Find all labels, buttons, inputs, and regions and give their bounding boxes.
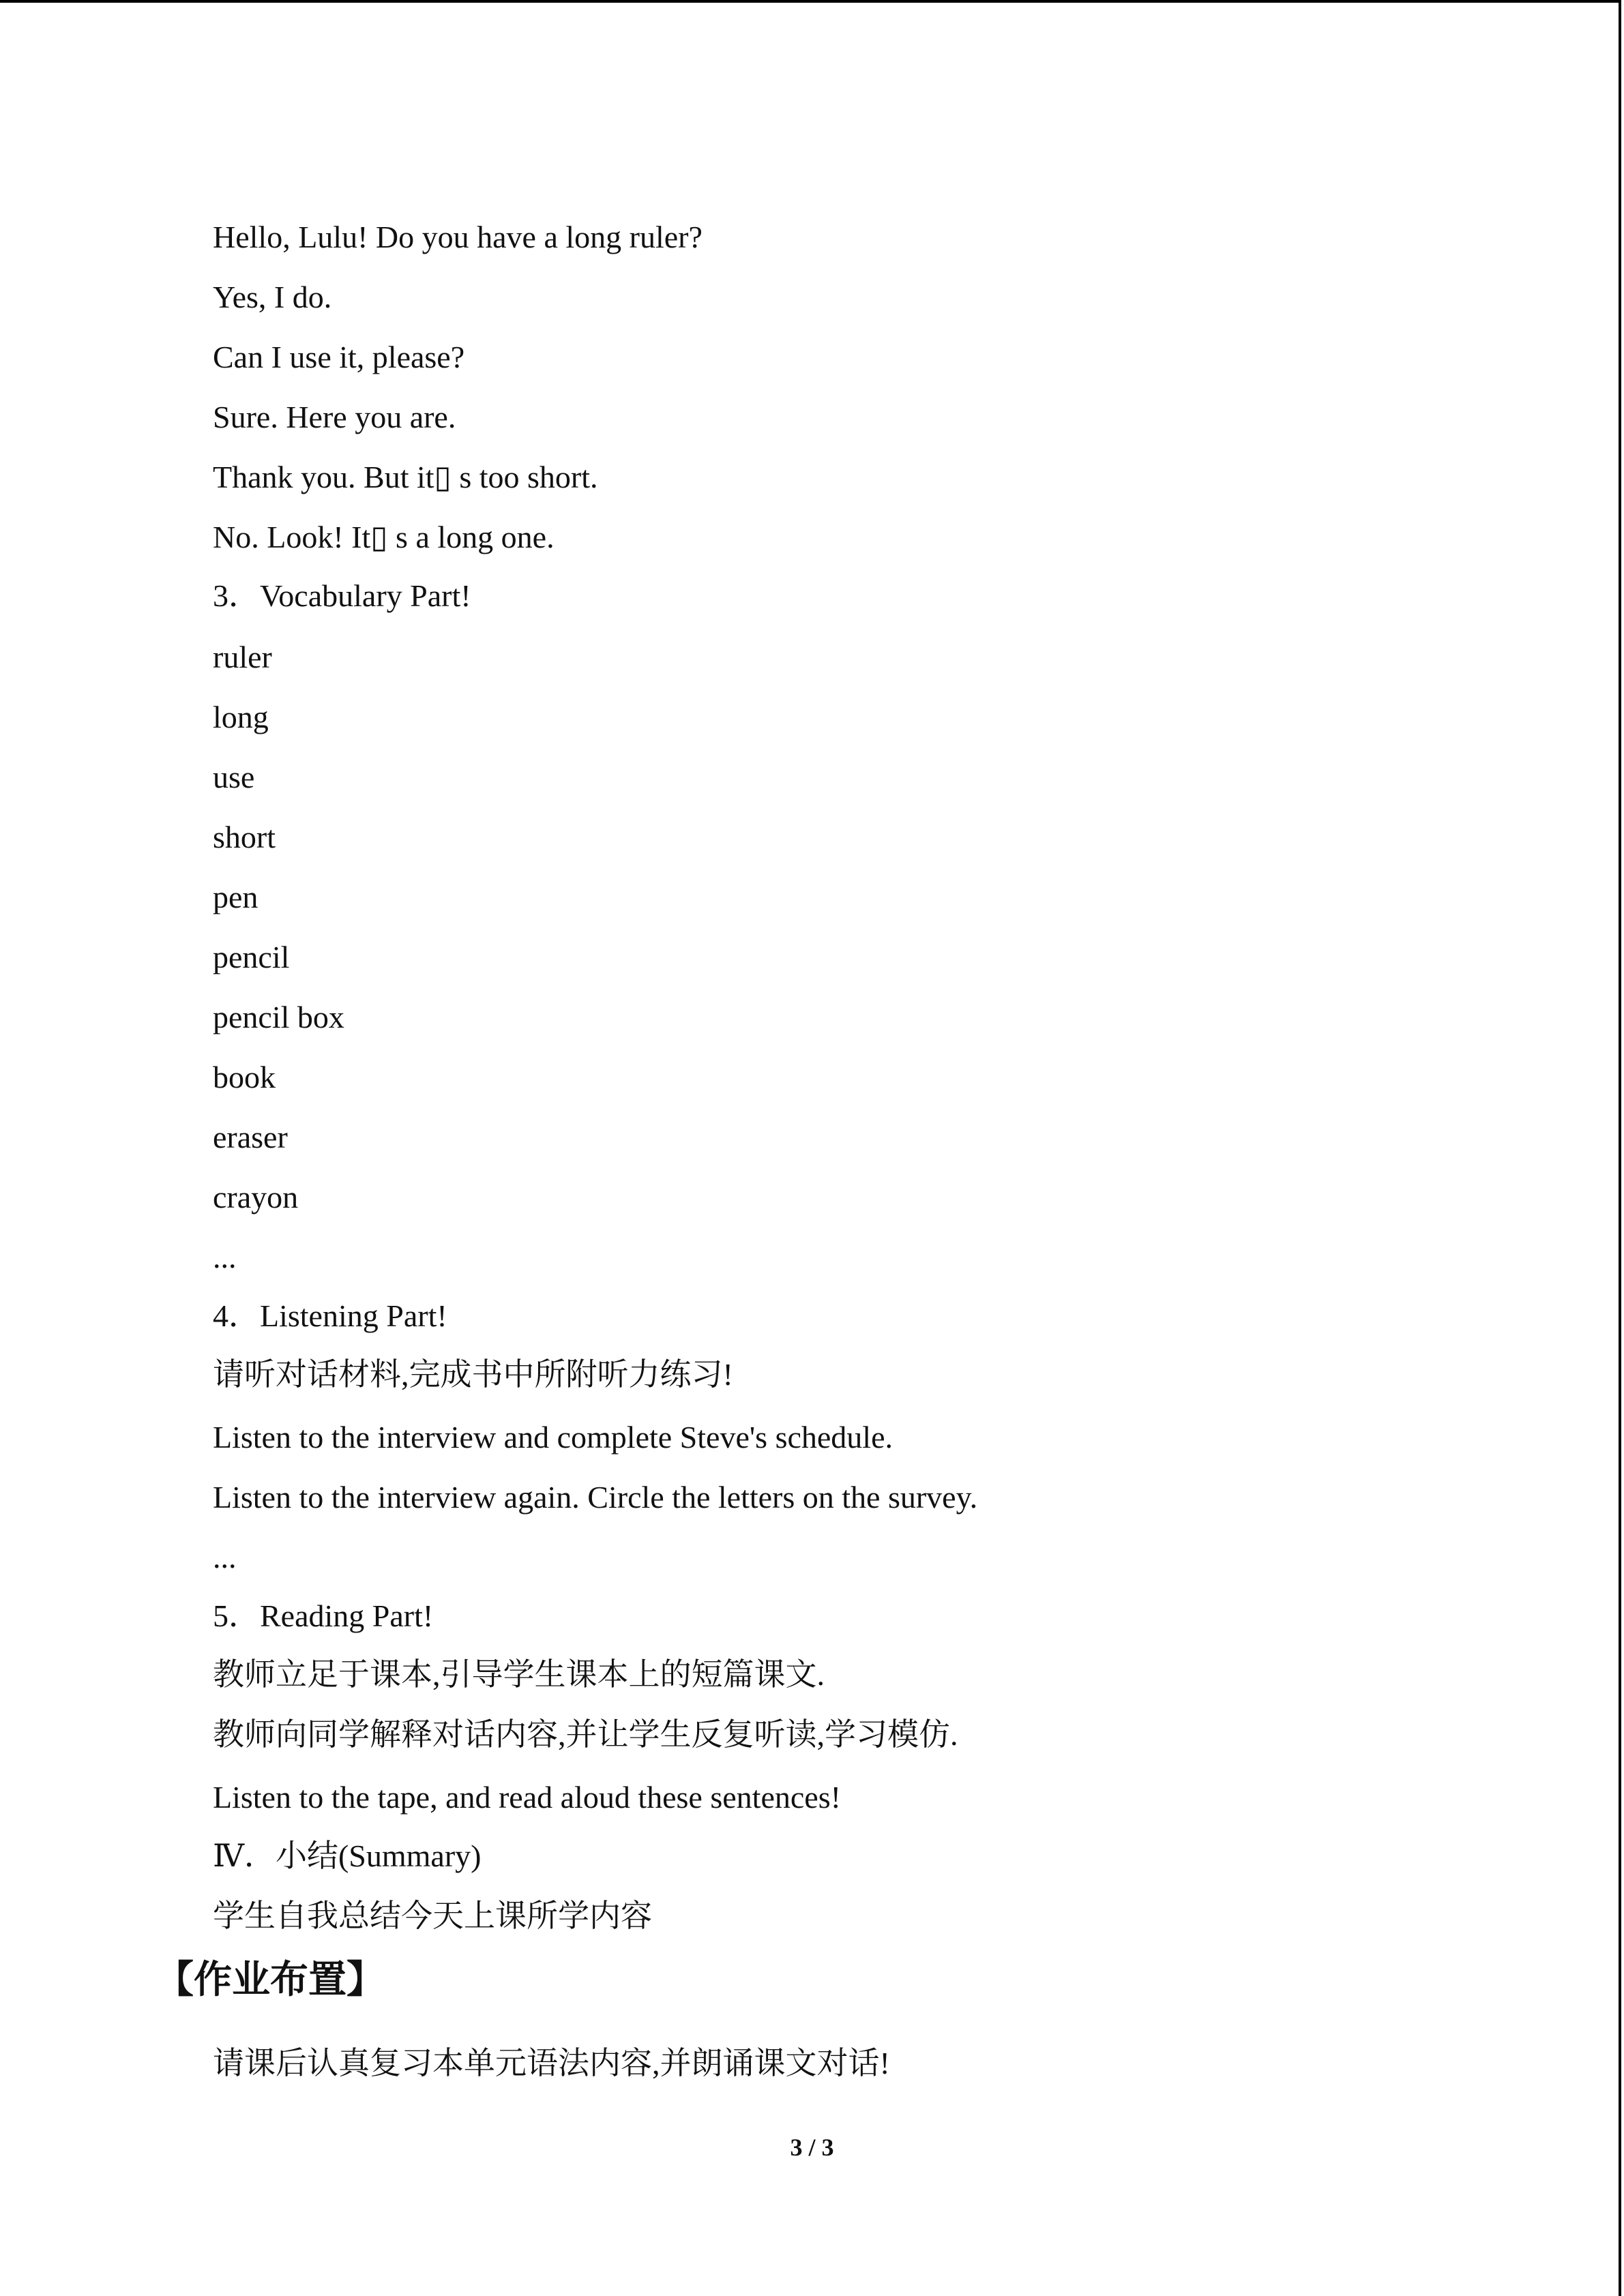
vocabulary-heading: 3．Vocabulary Part! [213, 578, 471, 613]
reading-heading: 5．Reading Part! [213, 1598, 434, 1633]
summary-text: 学生自我总结今天上课所学内容 [213, 1898, 652, 1933]
summary-heading: Ⅳ．小结(Summary) [213, 1838, 482, 1873]
dialogue-line: Hello, Lulu! Do you have a long ruler? [213, 220, 703, 254]
page-number: 3 / 3 [790, 2134, 834, 2161]
dialogue-line: Yes, I do. [213, 280, 332, 314]
vocabulary-word: long [213, 700, 269, 734]
vocabulary-word: pen [213, 880, 259, 914]
dialogue-line: Sure. Here you are. [213, 400, 456, 434]
vocabulary-word: pencil [213, 940, 290, 974]
reading-line: Listen to the tape, and read aloud these sentences! [213, 1780, 841, 1815]
vocabulary-word: eraser [213, 1120, 288, 1154]
reading-line: 教师立足于课本,引导学生课本上的短篇课文. [213, 1657, 825, 1692]
reading-line: 教师向同学解释对话内容,并让学生反复听读,学习模仿. [213, 1717, 958, 1752]
vocabulary-word: short [213, 820, 276, 854]
vocabulary-word: use [213, 760, 255, 794]
dialogue-line: Thank you. But it▯ s too short. [213, 460, 598, 494]
listening-heading: 4．Listening Part! [213, 1298, 447, 1333]
listening-line: 请听对话材料,完成书中所附听力练习! [213, 1357, 733, 1392]
vocabulary-word: crayon [213, 1180, 299, 1214]
vocabulary-word: ruler [213, 640, 272, 674]
vocabulary-word: book [213, 1060, 276, 1094]
listening-line: Listen to the interview and complete Steve's schedule. [213, 1420, 893, 1455]
listening-ellipsis: ... [213, 1540, 237, 1575]
listening-line: Listen to the interview again. Circle the letters on the survey. [213, 1480, 978, 1515]
homework-heading: 【作业布置】 [156, 1958, 385, 2002]
vocabulary-ellipsis: ... [213, 1240, 237, 1274]
vocabulary-word: pencil box [213, 1000, 344, 1034]
dialogue-line: No. Look! It▯ s a long one. [213, 520, 555, 554]
dialogue-line: Can I use it, please? [213, 340, 465, 374]
homework-text: 请课后认真复习本单元语法内容,并朗诵课文对话! [213, 2046, 890, 2081]
